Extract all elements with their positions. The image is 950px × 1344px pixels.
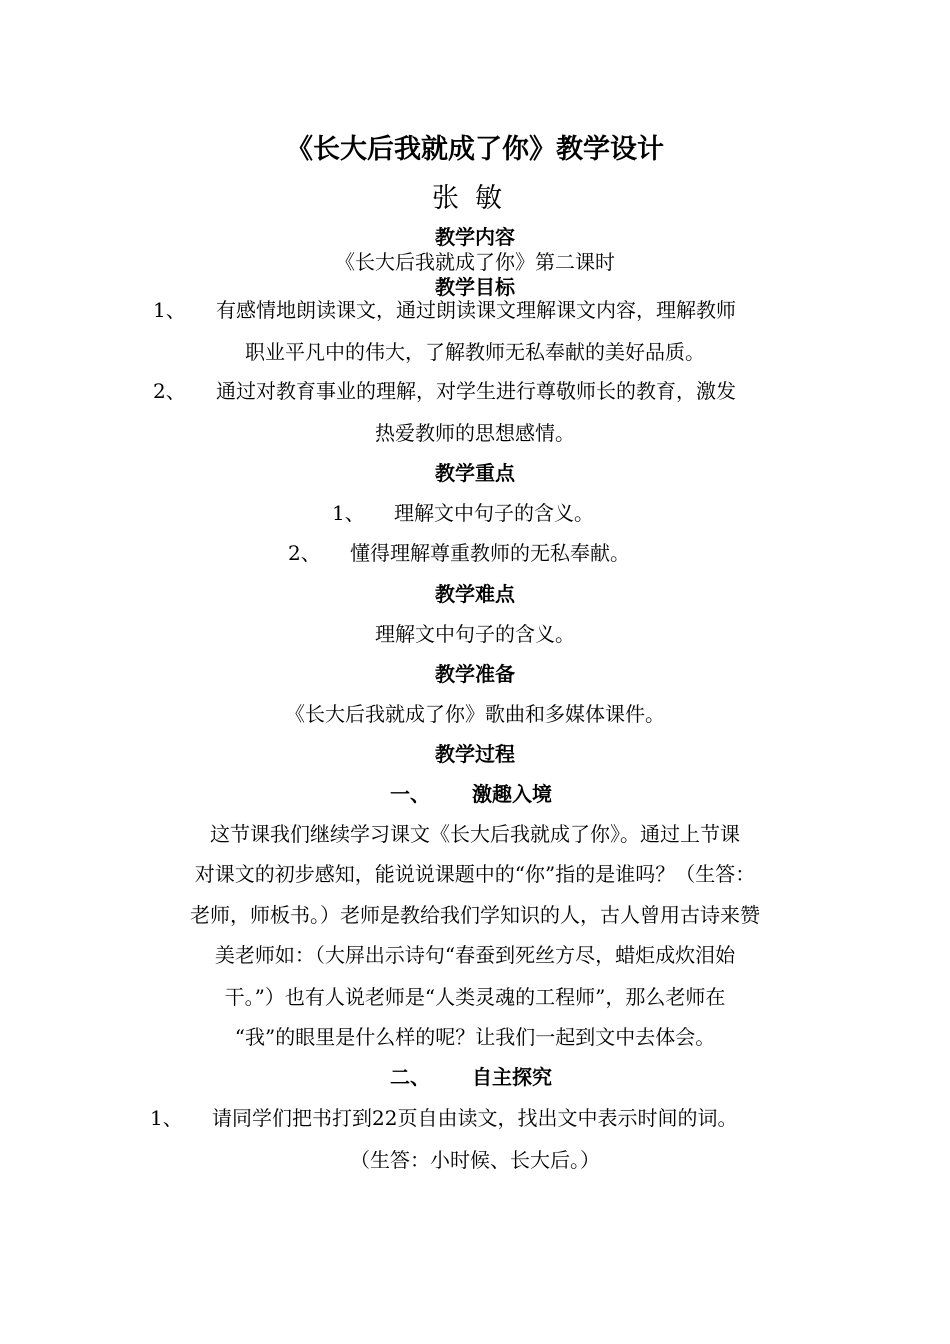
key-points-heading: 教学重点 xyxy=(435,461,515,485)
difficulty-heading: 教学难点 xyxy=(435,582,515,606)
goal-1-line2: 职业平凡中的伟大，了解教师无私奉献的美好品质。 xyxy=(245,340,705,364)
document-title: 《长大后我就成了你》教学设计 xyxy=(286,134,664,165)
content-text: 《长大后我就成了你》第二课时 xyxy=(335,250,615,274)
section-2-title: 自主探究 xyxy=(472,1065,552,1089)
section-2-number: 二、 xyxy=(390,1065,430,1089)
process-heading: 教学过程 xyxy=(435,742,515,766)
goal-2-line1: 通过对教育事业的理解，对学生进行尊敬师长的教育，激发 xyxy=(216,379,736,403)
goal-2-line2: 热爱教师的思想感情。 xyxy=(375,421,575,445)
section-1-line: 老师，师板书。）老师是教给我们学知识的人，古人曾用古诗来赞 xyxy=(190,903,760,927)
preparation-text: 《长大后我就成了你》歌曲和多媒体课件。 xyxy=(285,702,665,726)
section-1-line: 干。”）也有人说老师是“人类灵魂的工程师”，那么老师在 xyxy=(224,985,726,1009)
goal-1-line1: 有感情地朗读课文，通过朗读课文理解课文内容，理解教师 xyxy=(216,298,736,322)
section-1-number: 一、 xyxy=(390,782,430,806)
content-heading: 教学内容 xyxy=(435,225,515,249)
key-point-1-number: 1、 xyxy=(332,501,365,525)
goal-1-number: 1、 xyxy=(153,298,186,322)
author-name: 张敏 xyxy=(432,183,518,214)
section-1-line: 美老师如：（大屏出示诗句“春蚕到死丝方尽，蜡炬成炊泪始 xyxy=(214,943,736,967)
difficulty-text: 理解文中句子的含义。 xyxy=(375,622,575,646)
preparation-heading: 教学准备 xyxy=(435,662,515,686)
section-1-line: 对课文的初步感知，能说说课题中的“你”指的是谁吗？（生答： xyxy=(194,862,756,886)
section-2-answer: （生答：小时候、长大后。） xyxy=(350,1148,600,1172)
section-2-item-text: 请同学们把书打到22页自由读文，找出文中表示时间的词。 xyxy=(212,1106,738,1130)
key-point-2-number: 2、 xyxy=(288,541,321,565)
key-point-2-text: 懂得理解尊重教师的无私奉献。 xyxy=(350,541,630,565)
goals-heading: 教学目标 xyxy=(435,275,515,299)
section-2-item-number: 1、 xyxy=(150,1106,183,1130)
key-point-1-text: 理解文中句子的含义。 xyxy=(394,501,594,525)
section-1-line: 这节课我们继续学习课文《长大后我就成了你》。通过上节课 xyxy=(210,822,740,846)
section-1-title: 激趣入境 xyxy=(472,782,552,806)
goal-2-number: 2、 xyxy=(153,379,186,403)
section-1-line: “我”的眼里是什么样的呢？让我们一起到文中去体会。 xyxy=(234,1025,716,1049)
